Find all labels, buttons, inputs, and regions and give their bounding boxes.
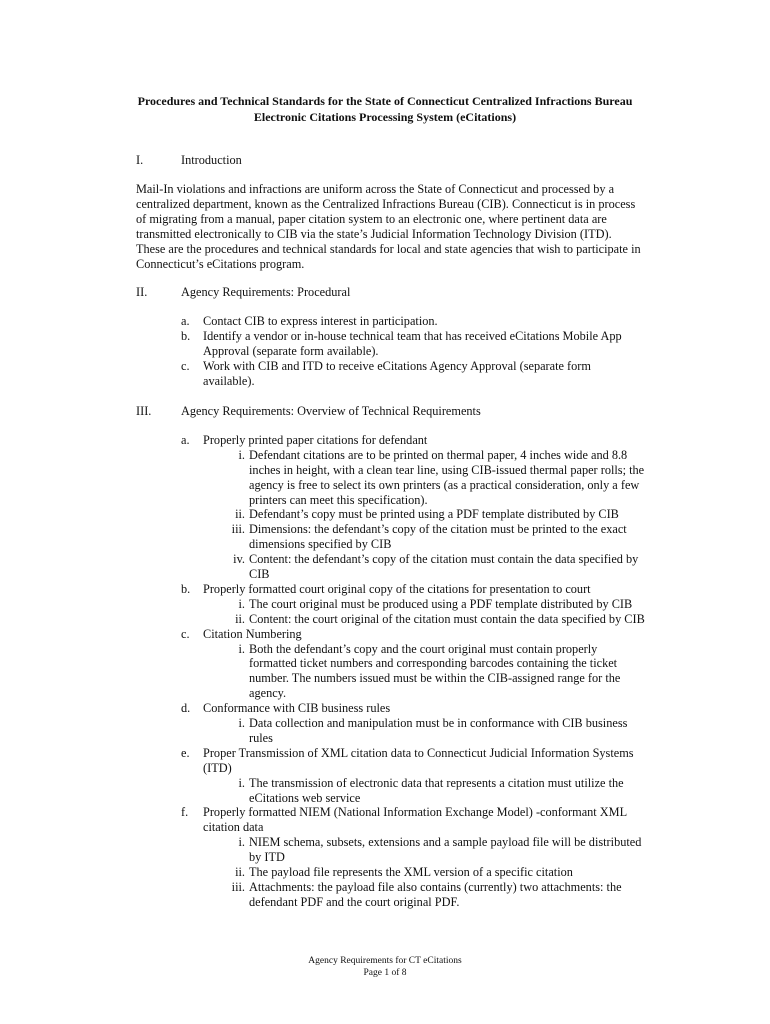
list-item-line: Work with CIB and ITD to receive eCitations Agency Approval (separate form bbox=[203, 359, 591, 374]
sub-item-line: Content: the defendant’s copy of the citation must contain the data specified by bbox=[249, 552, 639, 567]
list-item-line: Proper Transmission of XML citation data to Connecticut Judicial Information Systems bbox=[203, 745, 634, 760]
sub-item-line: agency is free to select its own printers (as a practical consideration, only a few bbox=[249, 477, 640, 492]
sub-item-line: Content: the court original of the citation must contain the data specified by CIB bbox=[249, 611, 645, 626]
title-line-1: Procedures and Technical Standards for the State of Connecticut Centralized Infractions Bureau bbox=[137, 94, 633, 108]
document-title bbox=[0, 93, 770, 125]
sub-item-line: NIEM schema, subsets, extensions and a sample payload file will be distributed bbox=[249, 835, 642, 850]
sub-item-numeral: i. bbox=[238, 641, 245, 656]
paragraph-line: These are the procedures and technical standards for local and state agencies that wish to participate in bbox=[136, 241, 641, 256]
list-item-line: (ITD) bbox=[203, 760, 232, 775]
sub-item-line: rules bbox=[249, 730, 273, 745]
sub-item-line: defendant PDF and the court original PDF. bbox=[249, 894, 460, 909]
sub-item-numeral: i. bbox=[238, 596, 245, 611]
sub-item-line: eCitations web service bbox=[249, 790, 361, 805]
footer-title: Agency Requirements for CT eCitations bbox=[308, 956, 462, 966]
list-item-line: Properly formatted court original copy of the citations for presentation to court bbox=[203, 581, 591, 596]
list-item-letter: e. bbox=[181, 745, 190, 760]
list-item-line: Contact CIB to express interest in participation. bbox=[203, 314, 438, 329]
page-number: Page 1 of 8 bbox=[363, 968, 407, 978]
section-heading: Agency Requirements: Procedural bbox=[181, 285, 351, 300]
list-item-letter: a. bbox=[181, 314, 190, 329]
sub-item-line: Both the defendant’s copy and the court original must contain properly bbox=[249, 641, 598, 656]
sub-item-line: Dimensions: the defendant’s copy of the citation must be printed to the exact bbox=[249, 522, 627, 537]
page-footer bbox=[0, 955, 770, 979]
sub-item-line: formatted ticket numbers and corresponding barcodes containing the ticket bbox=[249, 656, 618, 671]
sub-item-numeral: i. bbox=[238, 775, 245, 790]
list-item-letter: b. bbox=[181, 329, 191, 344]
sub-item-numeral: ii. bbox=[235, 611, 245, 626]
list-item-line: available). bbox=[203, 374, 255, 388]
list-item-letter: c. bbox=[181, 359, 190, 374]
sub-item-numeral: i. bbox=[238, 447, 245, 462]
paragraph-line: transmitted electronically to CIB via the state’s Judicial Information Technology Division (ITD). bbox=[136, 226, 612, 241]
list-item-line: Conformance with CIB business rules bbox=[203, 701, 391, 716]
sub-item-numeral: ii. bbox=[235, 507, 245, 522]
sub-item-numeral: iii. bbox=[231, 522, 245, 537]
list-item-letter: d. bbox=[181, 701, 191, 716]
sub-item-line: Defendant’s copy must be printed using a PDF template distributed by CIB bbox=[249, 507, 619, 522]
list-item-line: Approval (separate form available). bbox=[203, 344, 379, 359]
list-item-line: Citation Numbering bbox=[203, 626, 302, 641]
sub-item-line: agency. bbox=[249, 686, 287, 701]
sub-item-numeral: ii. bbox=[235, 865, 245, 879]
section-heading: Introduction bbox=[181, 153, 242, 167]
sub-item-line: Data collection and manipulation must be in conformance with CIB business bbox=[249, 716, 628, 730]
section-heading: Agency Requirements: Overview of Technical Requirements bbox=[181, 403, 481, 418]
title-line-2: Electronic Citations Processing System (eCitations) bbox=[253, 110, 517, 124]
sub-item-line: by ITD bbox=[249, 850, 285, 865]
sub-item-line: Defendant citations are to be printed on thermal paper, 4 inches wide and 8.8 bbox=[249, 447, 628, 462]
sub-item-line: inches in height, with a clean tear line, using CIB-issued thermal paper rolls; the bbox=[249, 462, 645, 477]
paragraph-line: of migrating from a manual, paper citation system to an electronic one, where pertinent data are bbox=[136, 211, 607, 226]
sub-item-numeral: iii. bbox=[231, 879, 245, 894]
sub-item-line: The payload file represents the XML version of a specific citation bbox=[249, 865, 573, 879]
section-numeral: III. bbox=[136, 403, 152, 418]
list-item-letter: f. bbox=[181, 805, 189, 820]
list-item-line: citation data bbox=[203, 820, 264, 835]
list-item-letter: a. bbox=[181, 432, 190, 447]
list-item-line: Properly printed paper citations for defendant bbox=[203, 432, 428, 447]
sub-item-line: number. The numbers issued must be within the CIB-assigned range for the bbox=[249, 671, 621, 686]
sub-item-line: printers can meet this specification). bbox=[249, 492, 428, 507]
sub-item-numeral: i. bbox=[238, 835, 245, 850]
sub-item-line: CIB bbox=[249, 567, 270, 581]
list-item-line: Identify a vendor or in-house technical team that has received eCitations Mobile App bbox=[203, 329, 622, 344]
sub-item-line: dimensions specified by CIB bbox=[249, 537, 392, 552]
section-numeral: II. bbox=[136, 285, 148, 300]
sub-item-numeral: i. bbox=[238, 716, 245, 730]
paragraph-line: centralized department, known as the Centralized Infractions Bureau (CIB). Connecticut is in process bbox=[136, 196, 636, 211]
paragraph-line: Mail-In violations and infractions are uniform across the State of Connecticut and processed by a bbox=[136, 182, 615, 196]
sub-item-line: Attachments: the payload file also contains (currently) two attachments: the bbox=[249, 879, 622, 894]
list-item-letter: b. bbox=[181, 581, 191, 596]
list-item-line: Properly formatted NIEM (National Information Exchange Model) -conformant XML bbox=[203, 805, 628, 820]
section-numeral: I. bbox=[136, 153, 144, 167]
sub-item-line: The court original must be produced using a PDF template distributed by CIB bbox=[249, 596, 633, 611]
list-item-letter: c. bbox=[181, 626, 190, 641]
paragraph-line: Connecticut’s eCitations program. bbox=[136, 256, 305, 271]
sub-item-numeral: iv. bbox=[233, 552, 245, 567]
sub-item-line: The transmission of electronic data that represents a citation must utilize the bbox=[249, 775, 624, 790]
